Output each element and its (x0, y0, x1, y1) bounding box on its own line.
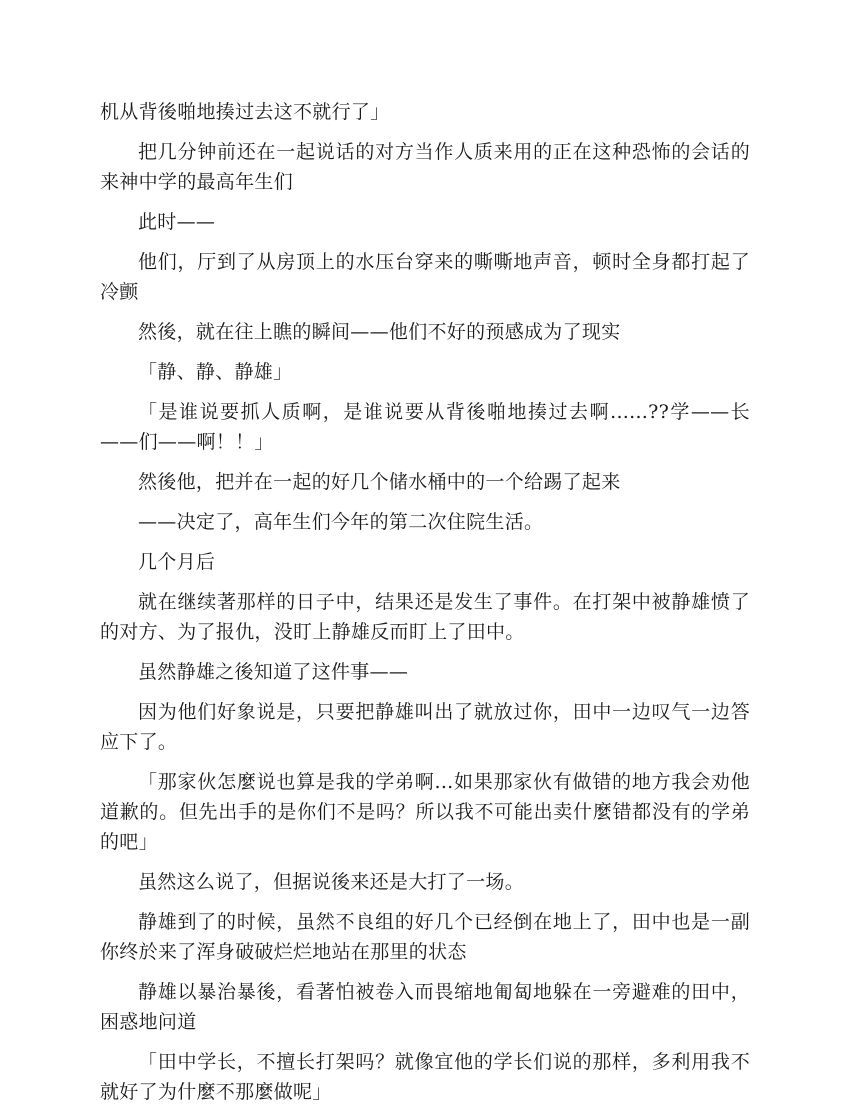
paragraph-17: 静雄以暴治暴後，看著怕被卷入而畏缩地匍匐地躲在一旁避难的田中，困惑地问道 (100, 981, 750, 1033)
paragraph-5: 然後，就在往上瞧的瞬间——他们不好的预感成为了现实 (138, 321, 621, 343)
paragraph-3: 此时—— (138, 211, 216, 233)
paragraph-10: 几个月后 (138, 551, 216, 573)
paragraph-16: 静雄到了的时候，虽然不良组的好几个已经倒在地上了，田中也是一副你终於来了浑身破破烂烂地站在那里的状态 (100, 911, 750, 963)
paragraph-8: 然後他，把并在一起的好几个储水桶中的一个给踢了起来 (138, 471, 621, 493)
paragraph-12: 虽然静雄之後知道了这件事—— (138, 661, 409, 683)
paragraph-15: 虽然这么说了，但据说後来还是大打了一场。 (138, 871, 525, 893)
paragraph-2: 把几分钟前还在一起说话的对方当作人质来用的正在这种恐怖的会话的来神中学的最高年生们 (100, 141, 750, 193)
paragraph-7: 「是谁说要抓人质啊，是谁说要从背後啪地揍过去啊......??学——长——们——啊！！」 (100, 401, 750, 453)
paragraph-9: ——决定了，高年生们今年的第二次住院生活。 (138, 511, 544, 533)
paragraph-13: 因为他们好象说是，只要把静雄叫出了就放过你，田中一边叹气一边答应下了。 (100, 701, 750, 753)
paragraph-6: 「静、静、静雄」 (138, 361, 293, 383)
paragraph-1: 机从背後啪地揍过去这不就行了」 (100, 101, 390, 123)
paragraph-11: 就在继续著那样的日子中，结果还是发生了事件。在打架中被静雄愤了的对方、为了报仇，没盯上静雄反而盯上了田中。 (100, 591, 750, 643)
paragraph-4: 他们，厅到了从房顶上的水压台穿来的嘶嘶地声音，顿时全身都打起了冷颤 (100, 251, 750, 303)
paragraph-18: 「田中学长，不擅长打架吗？就像宜他的学长们说的那样，多利用我不就好了为什麼不那麼做呢」 (100, 1051, 750, 1103)
paragraph-14: 「那家伙怎麼说也算是我的学弟啊...如果那家伙有做错的地方我会劝他道歉的。但先出手的是你们不是吗？所以我不可能出卖什麼错都没有的学弟的吧」 (100, 771, 750, 853)
document-page (100, 97, 750, 1117)
